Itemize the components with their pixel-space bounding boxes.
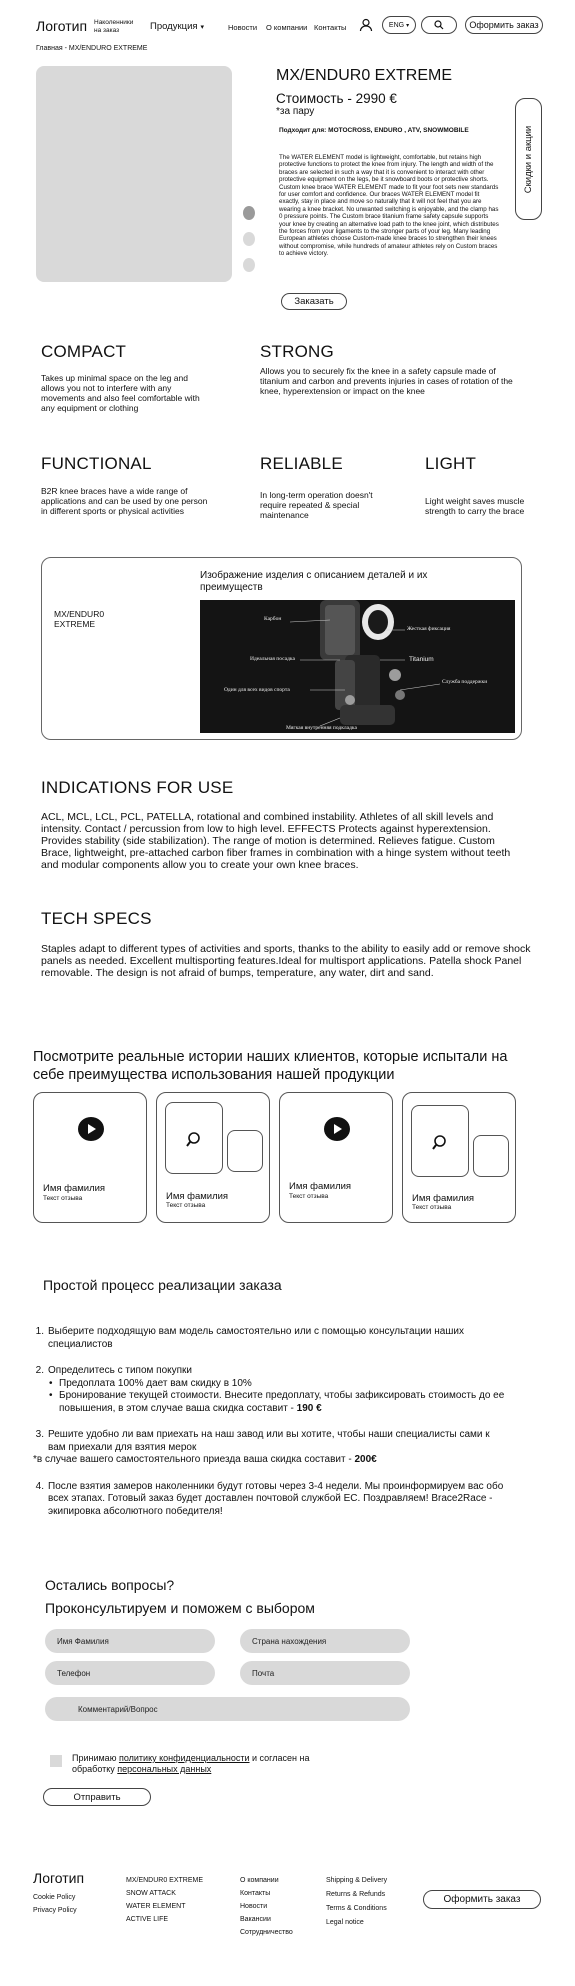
discount-amount: 200€ [354,1454,377,1465]
footer-product-link[interactable]: MX/ENDUR0 EXTREME [126,1877,204,1884]
diagram-label-support-service: Служба поддержки [442,679,488,685]
country-field[interactable]: Страна нахождения [240,1629,410,1653]
footer-service-link[interactable]: Legal notice [326,1919,364,1926]
feature-text-functional: B2R knee braces have a wide range of applications and can be used by one person in different sports or physical activities [41,486,208,516]
purchase-option [48,1378,508,1391]
privacy-policy-footer-link[interactable]: Privacy Policy [33,1907,77,1914]
specs-text: Staples adapt to different types of activities and sports, thanks to the ability to easily add or remove shock panels as needed. Excellent multisporting features.Ideal for multisport applications. Patella shock Panel removable. The design is not afraid of bumps, temperature, any water, dirt and sand. [41,943,531,979]
diagram-model-name: MX/ENDUR0 EXTREME [54,609,105,629]
feature-text-compact: Takes up minimal space on the leg and allows you not to interfere with any movements and also feel comfortable with any equipment or clothing [41,373,200,413]
suitable-value: MOTOCROSS, ENDURO , ATV, SNOWMOBILE [328,127,469,134]
footer-logo[interactable]: Логотип [33,1870,85,1886]
consent-text-c: обработку [72,1764,118,1774]
purchase-options-list [48,1378,508,1416]
product-image [36,66,232,282]
story-card-4[interactable] [402,1092,516,1223]
chevron-down-icon: ▾ [200,23,205,31]
story-card-2[interactable] [156,1092,270,1223]
footer-product-link[interactable]: ACTIVE LIFE [126,1916,169,1923]
feature-text-light: Light weight saves muscle strength to carry the brace [425,496,525,516]
logo-tagline: Наколенники на заказ [94,19,134,34]
gallery-dot-1[interactable] [243,206,255,220]
footer-product-link[interactable]: SNOW ATTACK [126,1890,176,1897]
user-icon[interactable] [359,18,373,32]
submit-button[interactable]: Отправить [43,1788,151,1806]
product-description: The WATER ELEMENT model is lightweight, comfortable, but retains high protective functions to protect the knee from injury. The length and width of the braces are selected in such a way that it is convenient to interact with other protective equipment on the legs, be it snowboard boots or protective shorts. Custom knee brace WATER ELEMENT made to fit your foot sets new standards for user comfort and confidence. Our braces WATER ELEMENT model fit exactly, stay in place and move so naturally that it will not feel that you are wearing a knee bracket. No unwanted switching is enjoyable, and the clamp has 0 pressure points. The Custom brace titanium frame safety capsule supports your knee by creating an alternative load path to the knee joint, which distributes the forces from your ligaments to the stronger parts of your leg. Many leading European athletes choose Custom-made knee braces to strengthen their knees without compromise, while hundreds of amateur athletes rely on Custom braces to achieve victory. [279,154,499,258]
story-card-3[interactable] [279,1092,393,1223]
footer-company-link[interactable]: О компании [240,1877,279,1884]
consent-text-b: и согласен на [249,1753,310,1763]
discounts-side-tab-label: Скидки и акции [523,125,535,193]
story-card-1[interactable] [33,1092,147,1223]
comment-field[interactable]: Комментарий/Вопрос [45,1697,410,1721]
story-photo-thumb [473,1135,509,1177]
feature-title-functional: FUNCTIONAL [41,454,152,473]
footer-company-link[interactable]: Новости [240,1903,268,1910]
product-price: Стоимость - 2990 € [276,91,397,106]
cookie-policy-link[interactable]: Cookie Policy [33,1894,76,1901]
process-step-3 [33,1429,508,1454]
footer-company [240,1877,293,1937]
email-field[interactable]: Почта [240,1661,410,1685]
name-field[interactable]: Имя Фамилия [45,1629,215,1653]
step-number: 1. [35,1326,44,1337]
step-number: 2. [35,1365,44,1376]
footer-company-link[interactable]: Контакты [240,1890,271,1897]
feature-text-strong: Allows you to securely fix the knee in a safety capsule made of titanium and carbon and prevents injuries in cases of rotation of the knee, hyperextension or impact on the knee [260,366,513,396]
consent-text [72,1753,309,1775]
process-title: Простой процесс реализации заказа [43,1277,282,1293]
note-text: *в случае вашего самостоятельного приезда ваша скидка составит - [33,1454,355,1465]
search-button[interactable] [421,16,457,34]
purchase-option [48,1390,508,1415]
purchase-option-text: Бронирование текущей стоимости. Внесите предоплату, чтобы зафиксировать стоимость до ее повышения, в этом случае ваша скидка составит - [59,1390,505,1414]
feature-title-light: LIGHT [425,454,477,473]
diagram-label-titanium: Titanium [409,656,434,663]
footer-service [326,1877,387,1927]
footer-order-button[interactable]: Оформить заказ [423,1890,541,1909]
personal-data-link[interactable]: персональных данных [117,1764,212,1774]
discount-amount: 190 € [296,1402,322,1414]
phone-field[interactable]: Телефон [45,1661,215,1685]
language-selector[interactable] [382,16,416,34]
product-diagram-image [200,600,515,733]
story-name: Имя фамилия [166,1191,229,1202]
feature-title-reliable: RELIABLE [260,454,343,473]
knee-brace-illustration [200,600,515,733]
purchase-option-text: Предоплата 100% дает вам скидку в 10% [59,1377,252,1389]
gallery-dot-2[interactable] [243,232,255,246]
footer-service-link[interactable]: Terms & Conditions [326,1905,387,1912]
footer-product-link[interactable]: WATER ELEMENT [126,1903,186,1910]
diagram-label-soft-lining: Мягкая внутренняя подкладка [286,725,357,731]
suitable-label: Подходит для: [279,127,327,134]
step-number: 4. [35,1480,44,1492]
search-icon [186,1131,204,1149]
story-photo-main [165,1102,223,1174]
header-order-button[interactable]: Оформить заказ [465,16,543,34]
step-text: Решите удобно ли вам приехать на наш завод или вы хотите, чтобы наши специалисты сами к вам приехали для взятия мерок [48,1429,490,1453]
play-icon[interactable] [78,1117,104,1141]
process-step-4 [33,1481,508,1519]
footer-service-link[interactable]: Shipping & Delivery [326,1877,388,1884]
process-step-2 [33,1365,508,1415]
process-step-1 [33,1326,508,1351]
story-photo-main [411,1105,469,1177]
form-title: Проконсультируем и поможем с выбором [45,1600,315,1616]
search-icon [432,1134,450,1152]
consent-text-a: Принимаю [72,1753,119,1763]
consent-checkbox[interactable] [50,1755,62,1767]
indications-text: ACL, MCL, LCL, PCL, PATELLA, rotational and combined instability. Athletes of all skill levels and intensity. Contact / percussion from low to high level. EFFECTS Protects against hyperextension. Provides stability (side stabilization). The range of motion is determined. Relieves fatigue. Custom Brace, lightweight, pre-attached carbon fiber frames in combination with a hinge system without teeth and modular components allow you to create your own knee braces. [41,811,511,871]
step-number: 3. [35,1429,44,1440]
indications-title: INDICATIONS FOR USE [41,778,234,797]
feature-title-compact: COMPACT [41,342,127,361]
nav-contacts[interactable]: Контакты [314,23,347,32]
form-question: Остались вопросы? [45,1577,175,1593]
nav-about[interactable]: О компании [266,23,308,32]
diagram-label-carbon: Карбон [264,616,282,622]
story-review: Текст отзыва [166,1202,206,1209]
footer-service-link[interactable]: Returns & Refunds [326,1891,386,1898]
discounts-side-tab[interactable] [515,98,542,220]
language-label: ENG [388,21,405,29]
breadcrumb[interactable]: Главная - MX/ENDURO EXTREME [36,45,148,52]
footer-company-link[interactable]: Сотрудничество [240,1929,293,1936]
feature-title-strong: STRONG [260,342,334,361]
stories-title: Посмотрите реальные истории наших клиентов, которые испытали на себе преимущества использования нашей продукции [33,1049,508,1083]
story-review: Текст отзыва [43,1195,83,1202]
gallery-dot-3[interactable] [243,258,255,272]
logo[interactable]: Логотип [36,18,88,34]
story-photo-thumb [227,1130,263,1172]
suitable-for [279,127,469,134]
step-text: После взятия замеров наколенники будут готовы через 3-4 недели. Мы проинформируем вас обо всех этапах. Готовый заказ будет доставлен почтовой службой ЕС. Поздравляем! Brace2Race - экипировка абсолютного победителя! [48,1480,504,1517]
nav-news[interactable]: Новости [228,23,258,32]
specs-title: TECH SPECS [41,909,152,928]
price-per-pair: *за пару [276,106,315,117]
diagram-caption: Изображение изделия с описанием деталей и их преимуществ [200,570,428,593]
step-text: Определитесь с типом покупки [48,1365,193,1376]
footer-company-link[interactable]: Вакансии [240,1916,271,1923]
chevron-down-icon: ▾ [406,22,410,29]
story-review: Текст отзыва [289,1193,329,1200]
privacy-policy-link[interactable]: политику конфиденциальности [118,1753,250,1763]
feature-text-reliable: In long-term operation doesn't require repeated & special maintenance [260,490,373,520]
footer-products [126,1877,203,1924]
story-name: Имя фамилия [43,1183,106,1194]
diagram-label-all-sports: Один для всех видов спорта [224,687,290,693]
search-icon [434,20,444,30]
story-name: Имя фамилия [412,1193,475,1204]
process-step-3-note [33,1454,508,1467]
play-icon[interactable] [324,1117,350,1141]
story-review: Текст отзыва [412,1204,452,1211]
nav-products-label: Продукция [150,21,198,32]
diagram-label-perfect-fit: Идеальная посадка [250,656,295,662]
step-text: Выберите подходящую вам модель самостоятельно или с помощью консультации наших специалистов [48,1326,464,1350]
diagram-label-rigid-fixation: Жесткая фиксация [407,626,451,632]
order-button[interactable]: Заказать [281,293,347,310]
process-steps-list [33,1326,508,1532]
nav-products[interactable] [150,21,204,32]
story-name: Имя фамилия [289,1181,352,1192]
product-title: MX/ENDUR0 EXTREME [276,67,453,84]
